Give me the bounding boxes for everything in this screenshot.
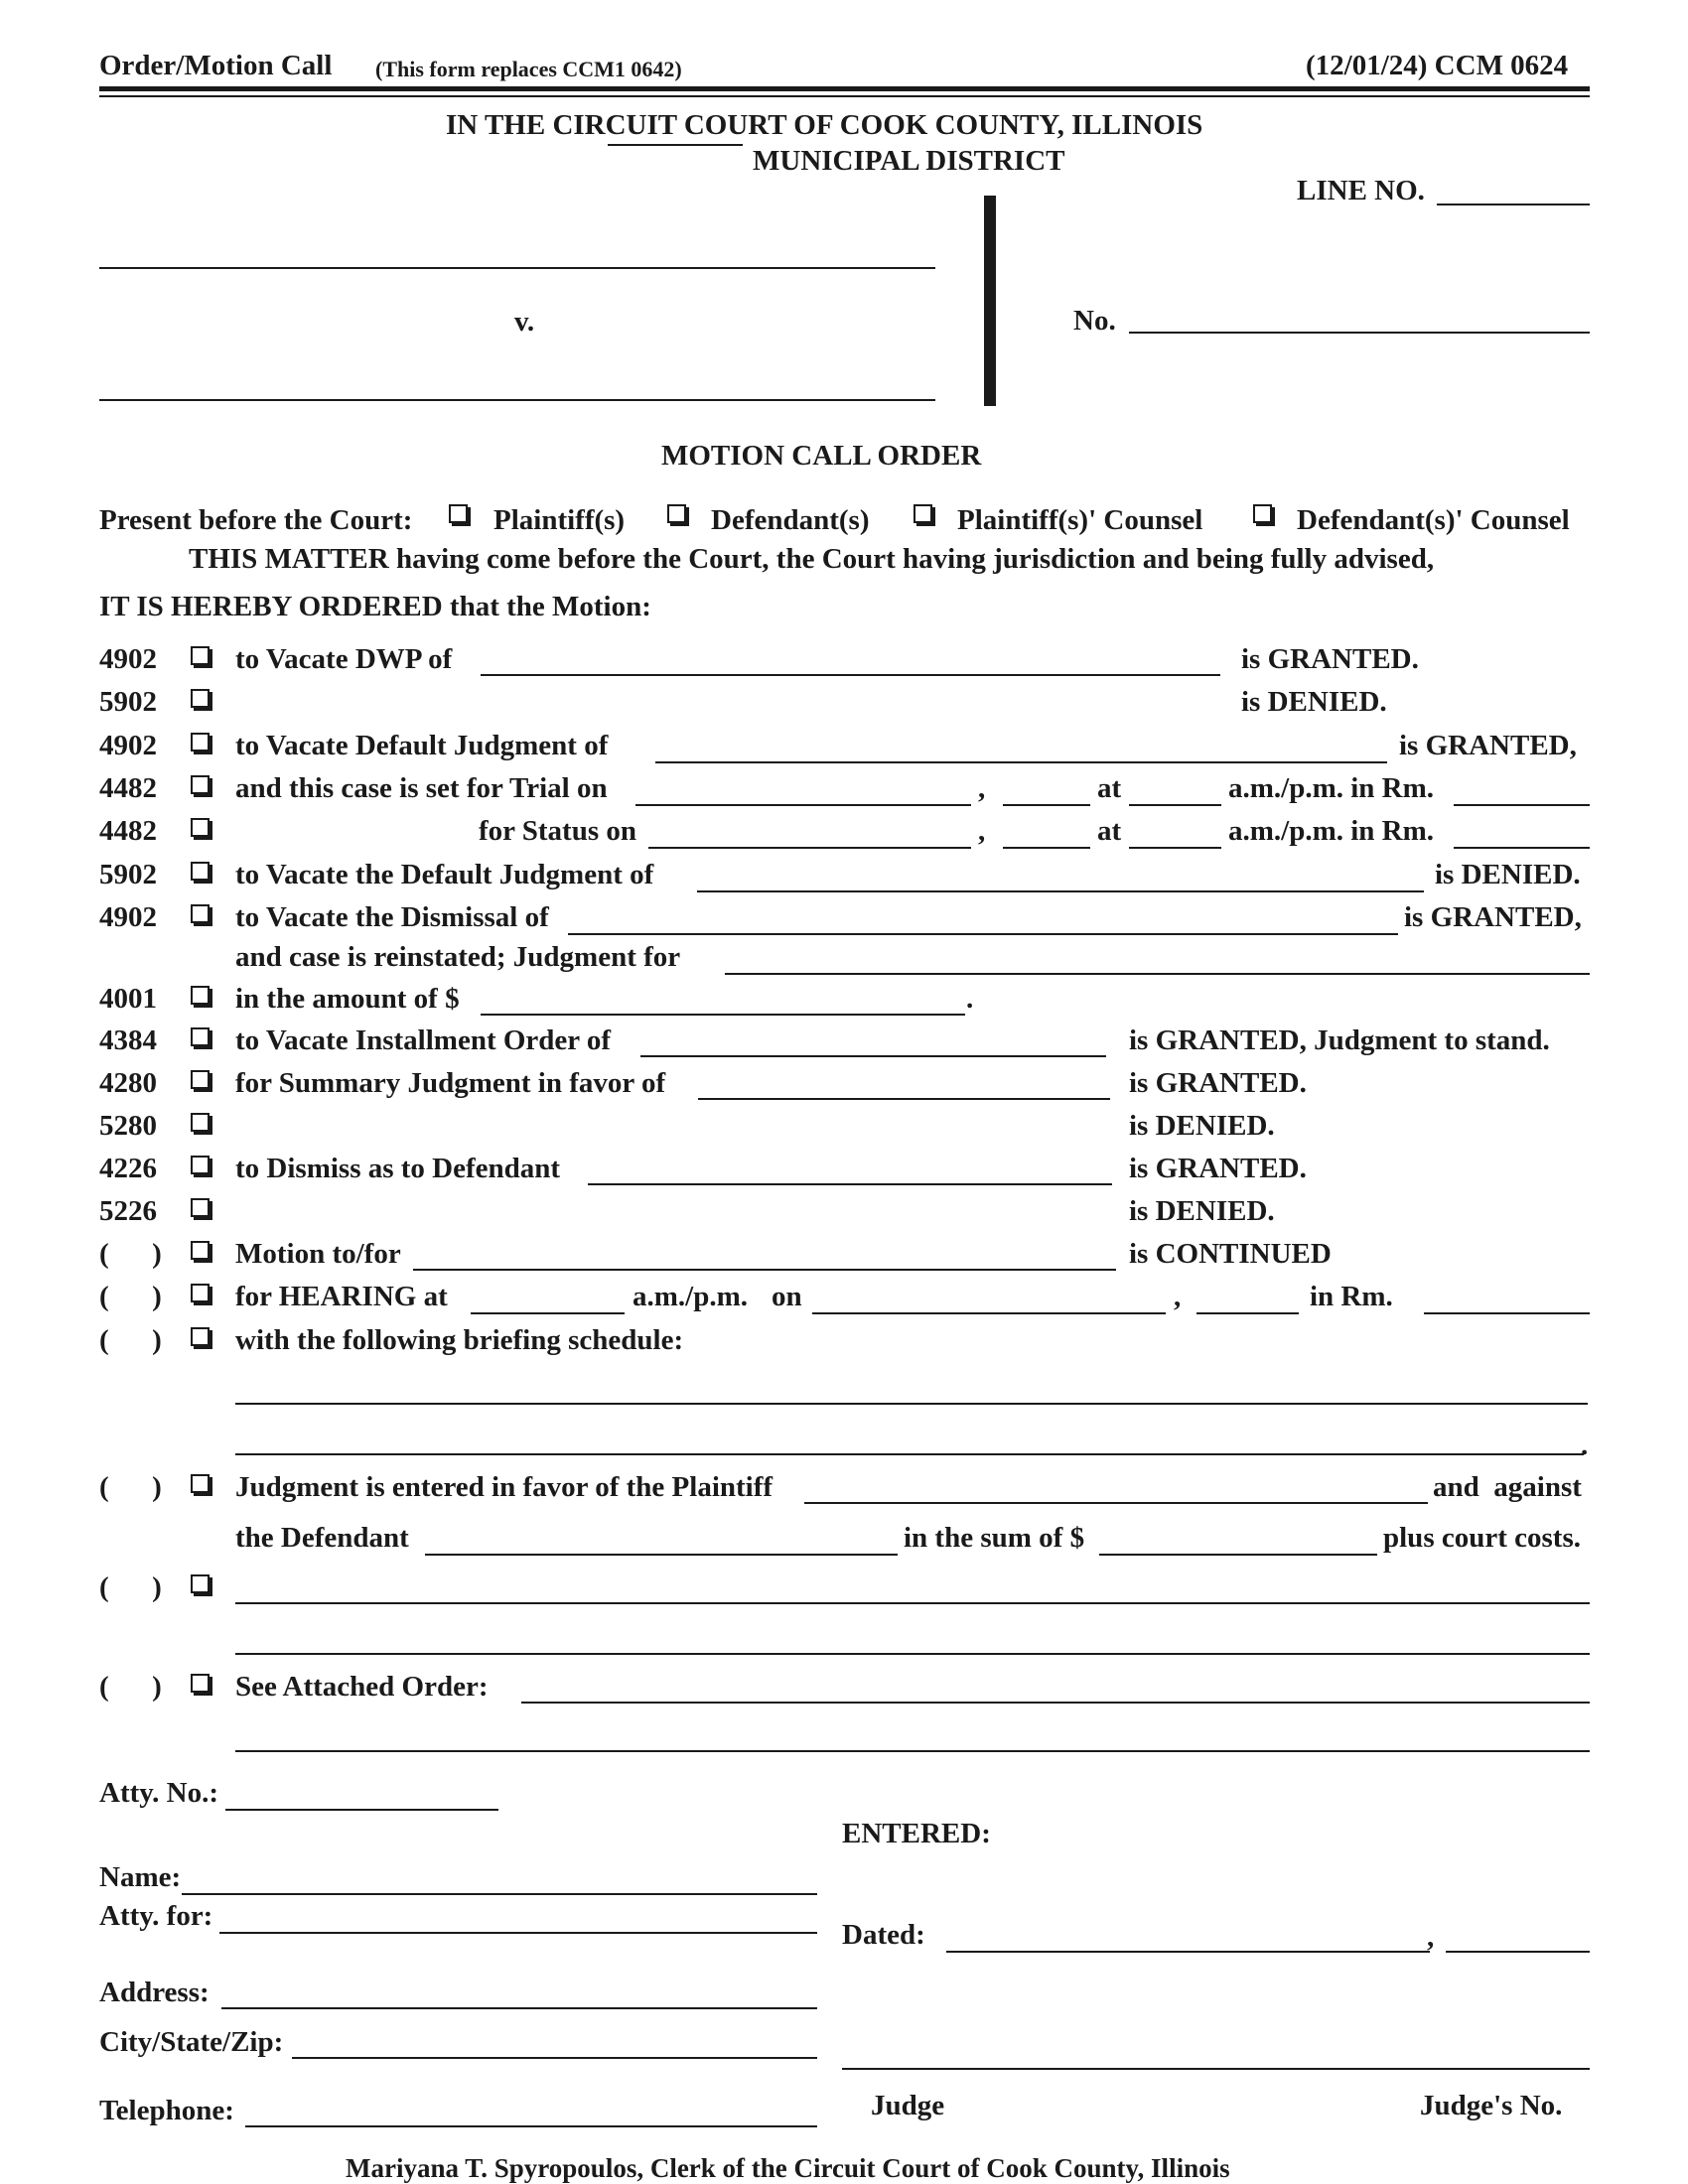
trial-time-field[interactable] <box>1129 804 1221 806</box>
order-code-blank: ( ) <box>99 1281 162 1312</box>
order-field[interactable] <box>655 761 1387 763</box>
court-name: IN THE CIRCUIT COURT OF COOK COUNTY, ILLINOIS <box>446 109 1203 141</box>
judge-label: Judge <box>871 2090 945 2121</box>
order-code: 4280 <box>99 1067 157 1099</box>
order-field[interactable] <box>481 674 1220 676</box>
order-checkbox[interactable] <box>191 1241 210 1260</box>
order-text: for Status on <box>479 815 636 847</box>
defendant-option-label: Defendant(s) <box>711 504 870 536</box>
sum-field[interactable] <box>1099 1554 1377 1556</box>
period-label: . <box>1581 1430 1589 1461</box>
order-text: Motion to/for <box>235 1238 401 1270</box>
case-no-label: No. <box>1073 305 1116 337</box>
briefing-line-2[interactable] <box>235 1453 1584 1455</box>
hearing-date-field[interactable] <box>812 1312 1166 1314</box>
clerk-footer: Mariyana T. Spyropoulos, Clerk of the Circuit Court of Cook County, Illinois <box>346 2153 1230 2183</box>
form-replaces-note: (This form replaces CCM1 0642) <box>375 57 682 81</box>
order-field[interactable] <box>697 890 1424 892</box>
defendant-counsel-option-label: Defendant(s)' Counsel <box>1297 504 1570 536</box>
order-checkbox[interactable] <box>191 1327 210 1346</box>
at-label: at <box>1097 772 1122 804</box>
telephone-field[interactable] <box>245 2125 817 2127</box>
order-field[interactable] <box>640 1055 1106 1057</box>
order-result: is GRANTED. <box>1129 1067 1307 1099</box>
order-text: for HEARING at <box>235 1281 448 1312</box>
order-code: 5902 <box>99 859 157 890</box>
order-field[interactable] <box>698 1098 1110 1100</box>
order-code-blank: ( ) <box>99 1324 162 1356</box>
trial-date-field[interactable] <box>635 804 971 806</box>
motion-field[interactable] <box>413 1269 1116 1271</box>
order-text: to Vacate the Default Judgment of <box>235 859 654 890</box>
attached-order-line-2[interactable] <box>235 1750 1590 1752</box>
dated-label: Dated: <box>842 1919 925 1951</box>
judgment-for-field[interactable] <box>725 973 1590 975</box>
plaintiff-judgment-field[interactable] <box>804 1502 1428 1504</box>
order-checkbox[interactable] <box>191 1027 210 1046</box>
atty-no-label: Atty. No.: <box>99 1777 219 1809</box>
order-field[interactable] <box>568 933 1398 935</box>
order-code: 4384 <box>99 1024 157 1056</box>
order-field[interactable] <box>588 1183 1112 1185</box>
judge-signature-field[interactable] <box>842 2068 1590 2070</box>
district-field[interactable] <box>608 144 743 146</box>
city-field[interactable] <box>292 2057 817 2059</box>
atty-for-field[interactable] <box>219 1932 817 1934</box>
plaintiff-field[interactable] <box>99 267 935 269</box>
plaintiff-counsel-checkbox[interactable] <box>914 504 932 523</box>
order-code-blank: ( ) <box>99 1671 162 1703</box>
in-rm-label: in Rm. <box>1310 1281 1393 1312</box>
defendant-field[interactable] <box>99 399 935 401</box>
order-checkbox[interactable] <box>191 1070 210 1089</box>
ampm-rm-label: a.m./p.m. in Rm. <box>1228 772 1435 804</box>
ampm-rm-label: a.m./p.m. in Rm. <box>1228 815 1435 847</box>
header-rule-thin <box>99 95 1590 97</box>
versus-label: v. <box>514 306 535 338</box>
order-checkbox[interactable] <box>191 1674 210 1693</box>
other-order-line-1[interactable] <box>235 1602 1590 1604</box>
order-result: is DENIED. <box>1129 1195 1275 1227</box>
order-result: is DENIED. <box>1435 859 1581 890</box>
case-no-field[interactable] <box>1129 332 1590 334</box>
at-label: at <box>1097 815 1122 847</box>
dated-field[interactable] <box>946 1951 1430 1953</box>
header-rule-thick <box>99 86 1590 91</box>
order-text: and case is reinstated; Judgment for <box>235 941 681 973</box>
order-checkbox[interactable] <box>191 1284 210 1302</box>
city-label: City/State/Zip: <box>99 2026 284 2058</box>
amount-field[interactable] <box>481 1014 965 1016</box>
and-against-label: and against <box>1433 1471 1582 1503</box>
attached-order-line-1[interactable] <box>521 1702 1590 1704</box>
trial-room-field[interactable] <box>1454 804 1590 806</box>
order-code: 4902 <box>99 730 157 761</box>
order-checkbox[interactable] <box>191 904 210 923</box>
order-code: 4482 <box>99 772 157 804</box>
order-code: 4902 <box>99 643 157 675</box>
line-no-field[interactable] <box>1437 204 1590 205</box>
order-text: to Vacate DWP of <box>235 643 453 675</box>
order-text: to Dismiss as to Defendant <box>235 1153 561 1184</box>
order-text: Judgment is entered in favor of the Plaintiff <box>235 1471 774 1503</box>
order-code-blank: ( ) <box>99 1471 162 1503</box>
order-result: is GRANTED. <box>1129 1153 1307 1184</box>
order-code-blank: ( ) <box>99 1571 162 1603</box>
form-code: (12/01/24) CCM 0624 <box>1306 50 1569 81</box>
order-checkbox[interactable] <box>191 646 210 665</box>
order-result: is GRANTED, <box>1404 901 1582 933</box>
order-checkbox[interactable] <box>191 1156 210 1174</box>
comma-label: , <box>1427 1921 1435 1953</box>
order-text: the Defendant <box>235 1522 409 1554</box>
order-text: with the following briefing schedule: <box>235 1324 684 1356</box>
order-checkbox[interactable] <box>191 775 210 794</box>
order-result: is GRANTED, Judgment to stand. <box>1129 1024 1550 1056</box>
judge-no-label: Judge's No. <box>1420 2090 1563 2121</box>
order-checkbox[interactable] <box>191 1198 210 1217</box>
status-date-field[interactable] <box>648 847 971 849</box>
status-room-field[interactable] <box>1454 847 1590 849</box>
order-result: is GRANTED, <box>1399 730 1577 761</box>
status-time-field[interactable] <box>1129 847 1221 849</box>
dated-year-field[interactable] <box>1446 1951 1590 1953</box>
order-text: to Vacate Default Judgment of <box>235 730 609 761</box>
briefing-line-1[interactable] <box>235 1403 1588 1405</box>
defendant-judgment-field[interactable] <box>425 1554 898 1556</box>
order-code-blank: ( ) <box>99 1238 162 1270</box>
hearing-time-field[interactable] <box>471 1312 625 1314</box>
order-result: is DENIED. <box>1241 686 1387 718</box>
order-code: 4902 <box>99 901 157 933</box>
sum-label: in the sum of $ <box>904 1522 1085 1554</box>
name-label: Name: <box>99 1861 182 1893</box>
order-text: See Attached Order: <box>235 1671 489 1703</box>
hearing-year-field[interactable] <box>1196 1312 1299 1314</box>
plaintiff-checkbox[interactable] <box>449 504 468 523</box>
plaintiff-option-label: Plaintiff(s) <box>493 504 626 536</box>
order-checkbox[interactable] <box>191 1113 210 1132</box>
caption-divider <box>984 196 996 406</box>
period-label: . <box>966 983 974 1015</box>
order-text: to Vacate Installment Order of <box>235 1024 612 1056</box>
order-checkbox[interactable] <box>191 986 210 1005</box>
address-label: Address: <box>99 1977 210 2008</box>
order-text: in the amount of $ <box>235 983 460 1015</box>
order-result: is DENIED. <box>1129 1110 1275 1142</box>
on-label: on <box>772 1281 802 1312</box>
name-field[interactable] <box>182 1893 817 1895</box>
line-no-label: LINE NO. <box>1297 175 1425 206</box>
status-year-field[interactable] <box>1003 847 1090 849</box>
present-label: Present before the Court: <box>99 504 413 536</box>
defendant-checkbox[interactable] <box>667 504 686 523</box>
order-checkbox[interactable] <box>191 818 210 837</box>
plus-costs-label: plus court costs. <box>1383 1522 1581 1554</box>
order-result: is CONTINUED <box>1129 1238 1332 1270</box>
atty-for-label: Atty. for: <box>99 1900 213 1932</box>
district-label: MUNICIPAL DISTRICT <box>753 145 1065 177</box>
comma-label: , <box>978 815 986 847</box>
order-code: 4482 <box>99 815 157 847</box>
other-order-line-2[interactable] <box>235 1653 1590 1655</box>
defendant-counsel-checkbox[interactable] <box>1253 504 1272 523</box>
trial-year-field[interactable] <box>1003 804 1090 806</box>
order-checkbox[interactable] <box>191 862 210 881</box>
order-code: 5280 <box>99 1110 157 1142</box>
intro-line-1: THIS MATTER having come before the Court, the Court having jurisdiction and being fully advised, <box>189 543 1435 575</box>
order-code: 5226 <box>99 1195 157 1227</box>
hearing-room-field[interactable] <box>1424 1312 1590 1314</box>
order-code: 4001 <box>99 983 157 1015</box>
atty-no-field[interactable] <box>225 1809 498 1811</box>
telephone-label: Telephone: <box>99 2095 234 2126</box>
order-checkbox[interactable] <box>191 1474 210 1493</box>
plaintiff-counsel-option-label: Plaintiff(s)' Counsel <box>957 504 1203 536</box>
ampm-label: a.m./p.m. <box>633 1281 748 1312</box>
order-checkbox[interactable] <box>191 733 210 751</box>
order-text: and this case is set for Trial on <box>235 772 608 804</box>
order-code: 4226 <box>99 1153 157 1184</box>
intro-line-2: IT IS HEREBY ORDERED that the Motion: <box>99 591 651 622</box>
order-result: is GRANTED. <box>1241 643 1419 675</box>
order-text: to Vacate the Dismissal of <box>235 901 549 933</box>
order-checkbox[interactable] <box>191 1574 210 1593</box>
order-code: 5902 <box>99 686 157 718</box>
comma-label: , <box>1174 1281 1182 1312</box>
page-title: MOTION CALL ORDER <box>661 440 982 472</box>
order-checkbox[interactable] <box>191 689 210 708</box>
entered-label: ENTERED: <box>842 1818 991 1849</box>
comma-label: , <box>978 772 986 804</box>
order-text: for Summary Judgment in favor of <box>235 1067 666 1099</box>
form-title: Order/Motion Call <box>99 50 333 81</box>
address-field[interactable] <box>221 2007 817 2009</box>
